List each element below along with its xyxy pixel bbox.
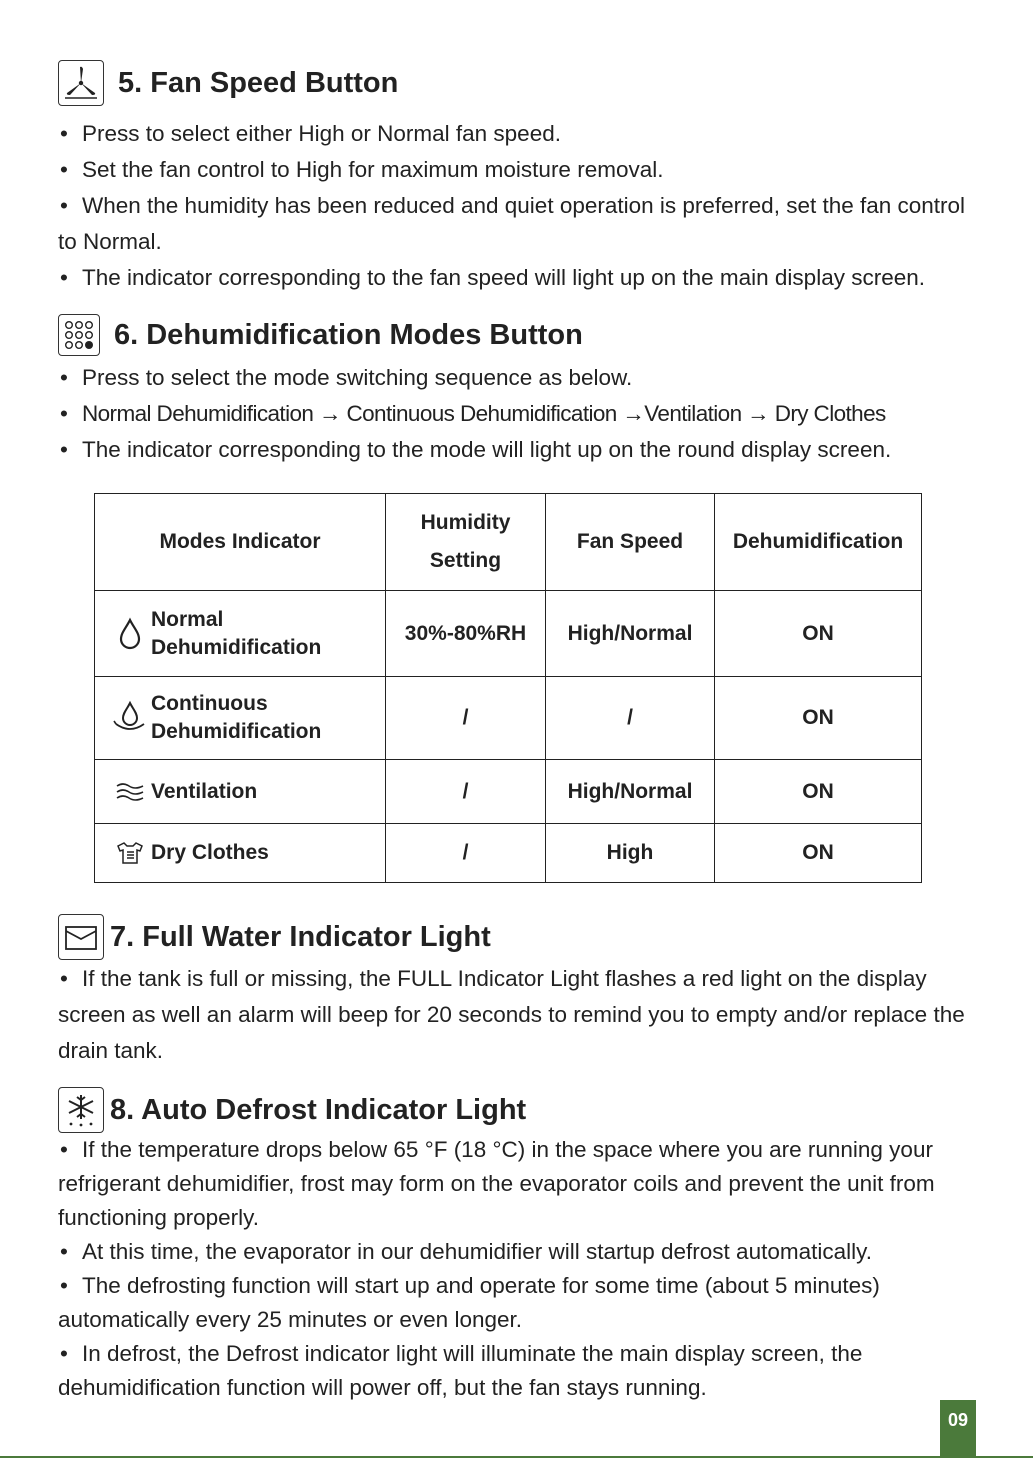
wind-icon [111, 780, 149, 804]
humidity-cell: / [386, 760, 546, 824]
header-dehumidification: Dehumidification [715, 494, 922, 591]
section-modes: 6. Dehumidification Modes Button • Press to select the mode switching sequence as below. • Normal Dehumidification → Continuous Dehumidification →Ventilation → Dry Clothes • The indicator corresponding to the mode will light up on the round display screen. [58, 312, 988, 468]
water-tank-icon [58, 914, 104, 960]
defrost-line-2: At this time, the evaporator in our dehumidifier will startup defrost automatically. [82, 1239, 872, 1264]
section-full-water: 7. Full Water Indicator Light • If the tank is full or missing, the FULL Indicator Light flashes a red light on the display screen as well an alarm will beep for 20 seconds to remind you to empty and/or replace the drain tank. [58, 914, 988, 1069]
page-number: 09 [940, 1400, 976, 1458]
section-fan-speed: 5. Fan Speed Button • Press to select either High or Normal fan speed. • Set the fan control to High for maximum moisture removal. • When the humidity has been reduced and quiet operation is preferred, set the fan control to Normal. • The indicator corresponding to the fan speed will light up on the main display screen. [58, 60, 988, 296]
dehum-cell: ON [715, 760, 922, 824]
fan-line-3: When the humidity has been reduced and quiet operation is preferred, set the fan control to Normal. [58, 193, 966, 254]
header-humidity-setting: Humidity Setting [386, 494, 546, 591]
table-row [95, 824, 922, 883]
section-title: 7. Full Water Indicator Light [110, 920, 491, 953]
mode-label: Ventilation [151, 779, 258, 803]
modes-line-1: Press to select the mode switching sequence as below. [82, 365, 633, 390]
humidity-cell: / [386, 677, 546, 760]
section-title: 5. Fan Speed Button [118, 66, 399, 99]
defrost-line-4: In defrost, the Defrost indicator light will illuminate the main display screen, the dehumidification function will power off, but the fan stays running. [58, 1341, 863, 1400]
modes-line-3: The indicator corresponding to the mode will light up on the round display screen. [82, 437, 892, 462]
fan-cell: / [546, 677, 715, 760]
section-title: 8. Auto Defrost Indicator Light [110, 1093, 527, 1126]
header-fan-speed: Fan Speed [546, 494, 715, 591]
dehum-cell: ON [715, 677, 922, 760]
modes-table [94, 493, 922, 883]
table-row [95, 677, 922, 760]
dehum-cell: ON [715, 824, 922, 883]
table-row [95, 591, 922, 677]
fan-cell: High [546, 824, 715, 883]
mode-label: Dry Clothes [151, 841, 269, 864]
mode-dots-icon [58, 314, 100, 356]
clothes-icon [111, 841, 149, 865]
section-heading [58, 1087, 988, 1133]
drop-tray-icon [111, 700, 149, 736]
section-heading [58, 312, 988, 358]
snowflake-icon [58, 1087, 104, 1133]
fan-line-4: The indicator corresponding to the fan speed will light up on the main display screen. [82, 265, 925, 290]
fan-icon [58, 60, 104, 106]
defrost-line-3: The defrosting function will start up and operate for some time (about 5 minutes) automatically every 25 minutes or even longer. [58, 1273, 880, 1332]
humidity-cell: 30%-80%RH [386, 591, 546, 677]
section-heading [58, 60, 988, 106]
dehum-cell: ON [715, 591, 922, 677]
header-modes-indicator: Modes Indicator [95, 494, 386, 591]
fan-line-2: Set the fan control to High for maximum moisture removal. [82, 157, 664, 182]
modes-sequence: Normal Dehumidification → Continuous Dehumidification →Ventilation → Dry Clothes [82, 401, 886, 426]
section-heading [58, 914, 988, 960]
table-row [95, 760, 922, 824]
table-header-row [95, 494, 922, 591]
fan-line-1: Press to select either High or Normal fan speed. [82, 121, 561, 146]
humidity-cell: / [386, 824, 546, 883]
fan-cell: High/Normal [546, 760, 715, 824]
defrost-line-1: If the temperature drops below 65 °F (18 °C) in the space where you are running your refrigerant dehumidifier, frost may form on the evaporator coils and prevent the unit from functioning properly. [58, 1137, 935, 1230]
full-water-line-1: If the tank is full or missing, the FULL Indicator Light flashes a red light on the display screen as well an alarm will beep for 20 seconds to remind you to empty and/or replace the drain tank. [58, 966, 965, 1063]
drop-icon [111, 617, 149, 651]
mode-label: Normal Dehumidification [151, 607, 322, 659]
fan-cell: High/Normal [546, 591, 715, 677]
section-title: 6. Dehumidification Modes Button [114, 318, 583, 351]
mode-label: Continuous Dehumidification [151, 692, 322, 743]
section-defrost: 8. Auto Defrost Indicator Light • If the temperature drops below 65 °F (18 °C) in the space where you are running your refrigerant dehumidifier, frost may form on the evaporator coils and prevent the unit from functioning properly. • At this time, the evaporator in our dehumidifier will startup defrost automatically. • The defrosting function will start up and operate for some time (about 5 minutes) automatically every 25 minutes or even longer. • In defrost, the Defrost indicator light will illuminate the main display screen, the dehumidification function will power off, but the fan stays running. [58, 1087, 988, 1405]
